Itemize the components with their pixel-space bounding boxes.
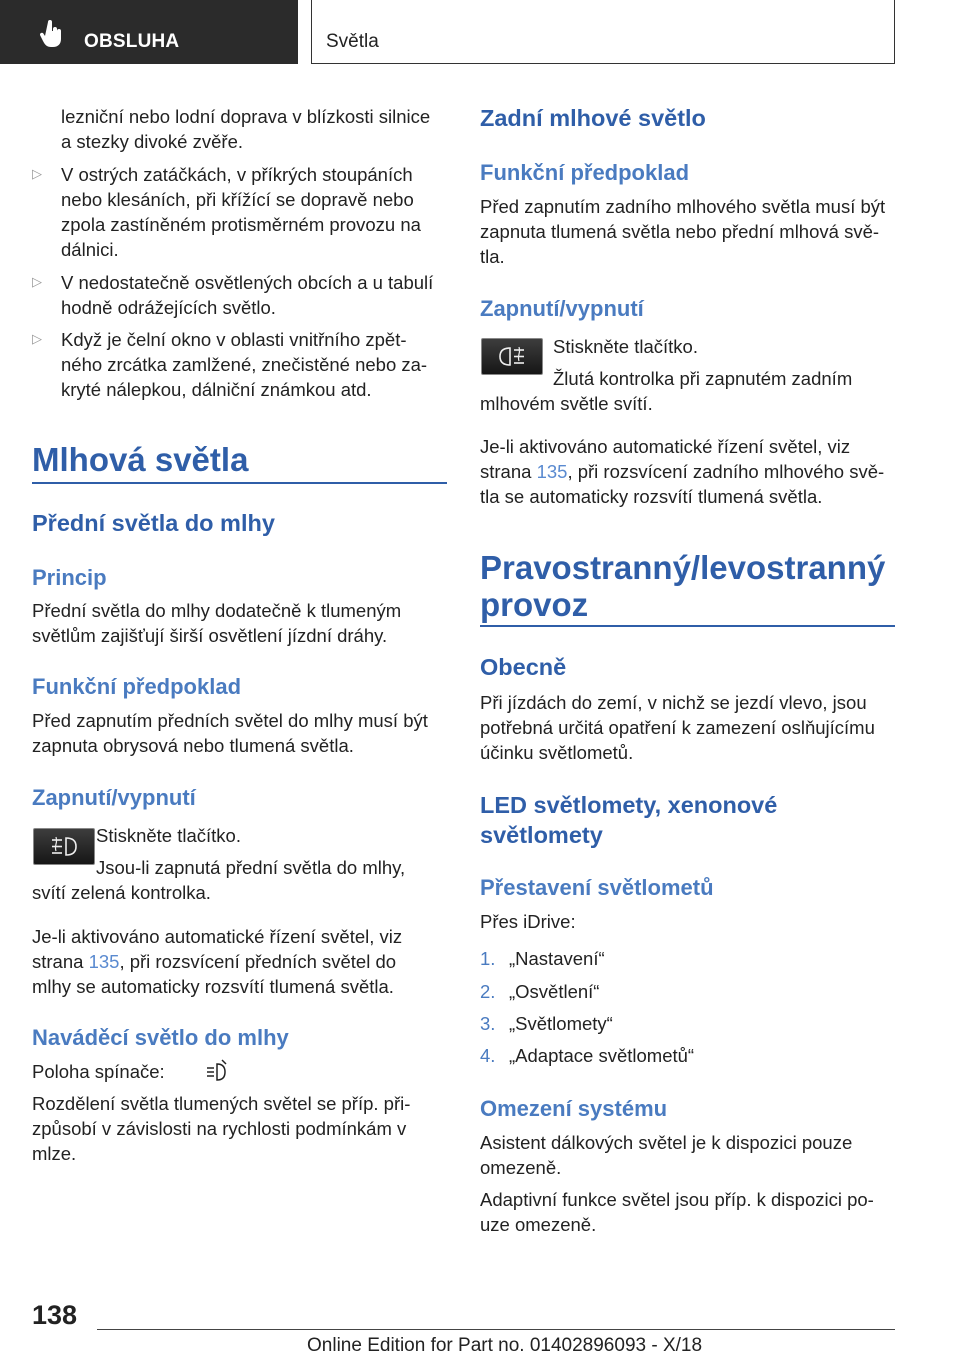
subheading: Funkční předpoklad	[32, 674, 242, 699]
chapter-box	[311, 0, 895, 64]
subheading: Zapnutí/vypnutí	[32, 785, 196, 810]
page-link[interactable]: 135	[88, 951, 120, 972]
paragraph: Před zapnutím zadního mlhového světla musí být zapnuta tlumená světla nebo přední mlhová svě- tla.	[480, 196, 886, 267]
front-fog-light-icon	[34, 829, 94, 864]
instruction: Stiskněte tlačítko.	[553, 336, 698, 357]
indicator-line2: svítí zelená kontrolka.	[32, 882, 211, 903]
section-heading: Zadní mlhové světlo	[480, 105, 706, 131]
paragraph: Je-li aktivováno automatické řízení světel, viz strana 135, při rozsvícení předních světel do mlhy se automaticky rozsvítí tlumená světla.	[32, 926, 403, 997]
title-rule	[480, 625, 895, 627]
bullet-triangle-icon: ▷	[32, 274, 42, 289]
front-fog-light-button	[33, 828, 95, 865]
title-rule	[32, 482, 447, 484]
switch-position: Poloha spínače:	[32, 1061, 165, 1082]
paragraph: Adaptivní funkce světel jsou příp. k dispozici po- uze omezeně.	[480, 1189, 874, 1235]
subheading: Přestavení světlometů	[480, 875, 714, 900]
indicator-line1: Žlutá kontrolka při zapnutém zadním	[553, 368, 853, 389]
list-item: 1. „Nastavení“	[480, 948, 605, 969]
paragraph: Rozdělení světla tlumených světel se příp. při- způsobí v závislosti na rychlosti podmínkám v mlze.	[32, 1093, 411, 1164]
subheading: Naváděcí světlo do mlhy	[32, 1025, 289, 1050]
bullet-triangle-icon: ▷	[32, 331, 42, 346]
hand-pointer-icon	[40, 20, 64, 48]
indicator-line2: mlhovém světle svítí.	[480, 393, 653, 414]
paragraph: Přes iDrive:	[480, 911, 576, 932]
list-item: 2. „Osvětlení“	[480, 981, 600, 1002]
rear-fog-light-icon	[482, 339, 542, 374]
paragraph: Přední světla do mlhy dodatečně k tlumeným světlům zajišťují širší osvětlení jízdní dráhy.	[32, 600, 402, 646]
list-item: 3. „Světlomety“	[480, 1013, 613, 1034]
section-tab[interactable]	[0, 0, 298, 64]
subheading: Princip	[32, 565, 107, 590]
intro-continuation: lezniční nebo lodní doprava v blízkosti silnice a stezky divoké zvěře.	[61, 106, 431, 152]
paragraph: Při jízdách do zemí, v nichž se jezdí vlevo, jsou potřebná určitá opatření k zamezení oslňujícímu účinku světlometů.	[480, 692, 875, 763]
fog-guide-light-icon	[204, 1058, 230, 1084]
indicator-line1: Jsou-li zapnutá přední světla do mlhy,	[96, 857, 406, 878]
paragraph: Asistent dálkových světel je k dispozici pouze omezeně.	[480, 1132, 853, 1178]
list-item: 4. „Adaptace světlometů“	[480, 1045, 695, 1066]
instruction: Stiskněte tlačítko.	[96, 825, 241, 846]
bullet-triangle-icon: ▷	[32, 166, 42, 181]
page-link[interactable]: 135	[536, 461, 568, 482]
paragraph: Je-li aktivováno automatické řízení světel, viz strana 135, při rozsvícení zadního mlhového svě- tla se automaticky rozsvítí tlumená světla.	[480, 436, 885, 507]
subheading: Omezení systému	[480, 1096, 668, 1121]
footer-edition: Online Edition for Part no. 01402896093 - X/18	[307, 1335, 703, 1356]
page-title: Mlhová světla	[32, 441, 249, 478]
section-label: OBSLUHA	[84, 31, 180, 52]
subheading: Zapnutí/vypnutí	[480, 296, 644, 321]
footer-rule	[97, 1329, 895, 1330]
page-number: 138	[32, 1300, 78, 1330]
rear-fog-light-button	[481, 338, 543, 375]
section-heading: Přední světla do mlhy	[32, 510, 275, 536]
section-heading: Obecně	[480, 654, 567, 680]
subheading: Funkční předpoklad	[480, 160, 690, 185]
page-title: Pravostranný/levostranný provoz	[480, 549, 886, 623]
section-heading: LED světlomety, xenonové světlomety	[480, 792, 778, 848]
chapter-title: Světla	[326, 31, 379, 52]
paragraph: Před zapnutím předních světel do mlhy musí být zapnuta obrysová nebo tlumená světla.	[32, 710, 428, 756]
